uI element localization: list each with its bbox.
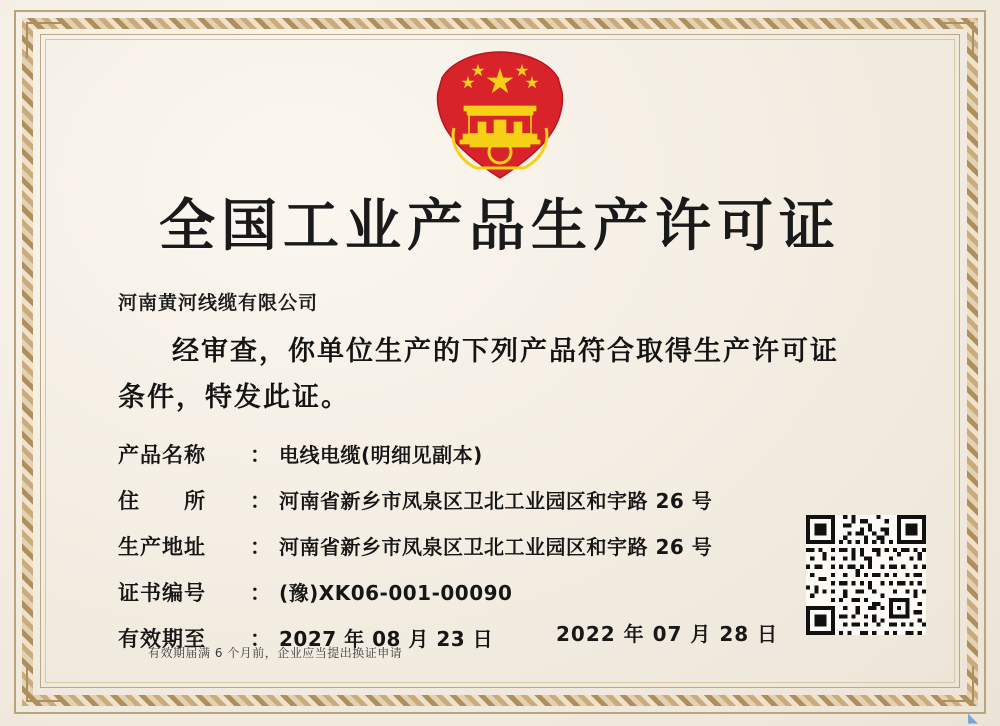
issue-date: 2022 年 07 月 28 日 — [556, 622, 779, 646]
field-colon-production-address: ： — [250, 535, 271, 559]
page-corner-mark-icon: ◣ — [968, 710, 978, 725]
field-colon-valid-until: ： — [250, 627, 271, 651]
qr-code[interactable] — [806, 515, 926, 635]
statement-line-1: 经审查，你单位生产的下列产品符合取得生产许可证 — [172, 336, 839, 367]
statement-line-2: 条件，特发此证。 — [118, 382, 350, 413]
corner-ornament-top-right — [938, 22, 974, 58]
footnote-text: 有效期届满 6 个月前，企业应当提出换证申请 — [148, 646, 403, 660]
corner-ornament-top-left — [26, 22, 62, 58]
field-row-production-address — [118, 531, 890, 561]
field-label-valid-until: 有效期至 — [118, 627, 206, 651]
statement-paragraph — [118, 329, 890, 421]
corner-ornament-bottom-right — [938, 666, 974, 702]
page-title: 全国工业产品生产许可证 — [159, 194, 841, 259]
field-row-certificate-number — [118, 577, 890, 607]
field-colon-address: ： — [250, 489, 271, 513]
field-value-product-name: 电线电缆(明细见副本) — [279, 443, 483, 467]
corner-ornament-bottom-left — [26, 666, 62, 702]
china-national-emblem-icon — [420, 48, 580, 188]
field-label-product-name: 产品名称 — [118, 443, 206, 467]
company-name: 河南黄河线缆有限公司 — [118, 292, 319, 314]
certificate-body — [118, 288, 890, 669]
field-value-certificate-number: (豫)XK06-001-00090 — [279, 581, 513, 605]
field-colon-product-name: ： — [250, 443, 271, 467]
field-label-address: 住 所 — [118, 489, 206, 513]
field-value-production-address: 河南省新乡市凤泉区卫北工业园区和宇路 26 号 — [279, 535, 713, 559]
field-value-valid-until: 2027 年 08 月 23 日 — [279, 627, 494, 651]
field-row-address — [118, 485, 890, 515]
field-label-certificate-number: 证书编号 — [118, 581, 206, 605]
field-value-address: 河南省新乡市凤泉区卫北工业园区和宇路 26 号 — [279, 489, 713, 513]
field-row-product-name — [118, 439, 890, 469]
field-colon-certificate-number: ： — [250, 581, 271, 605]
field-label-production-address: 生产地址 — [118, 535, 206, 559]
